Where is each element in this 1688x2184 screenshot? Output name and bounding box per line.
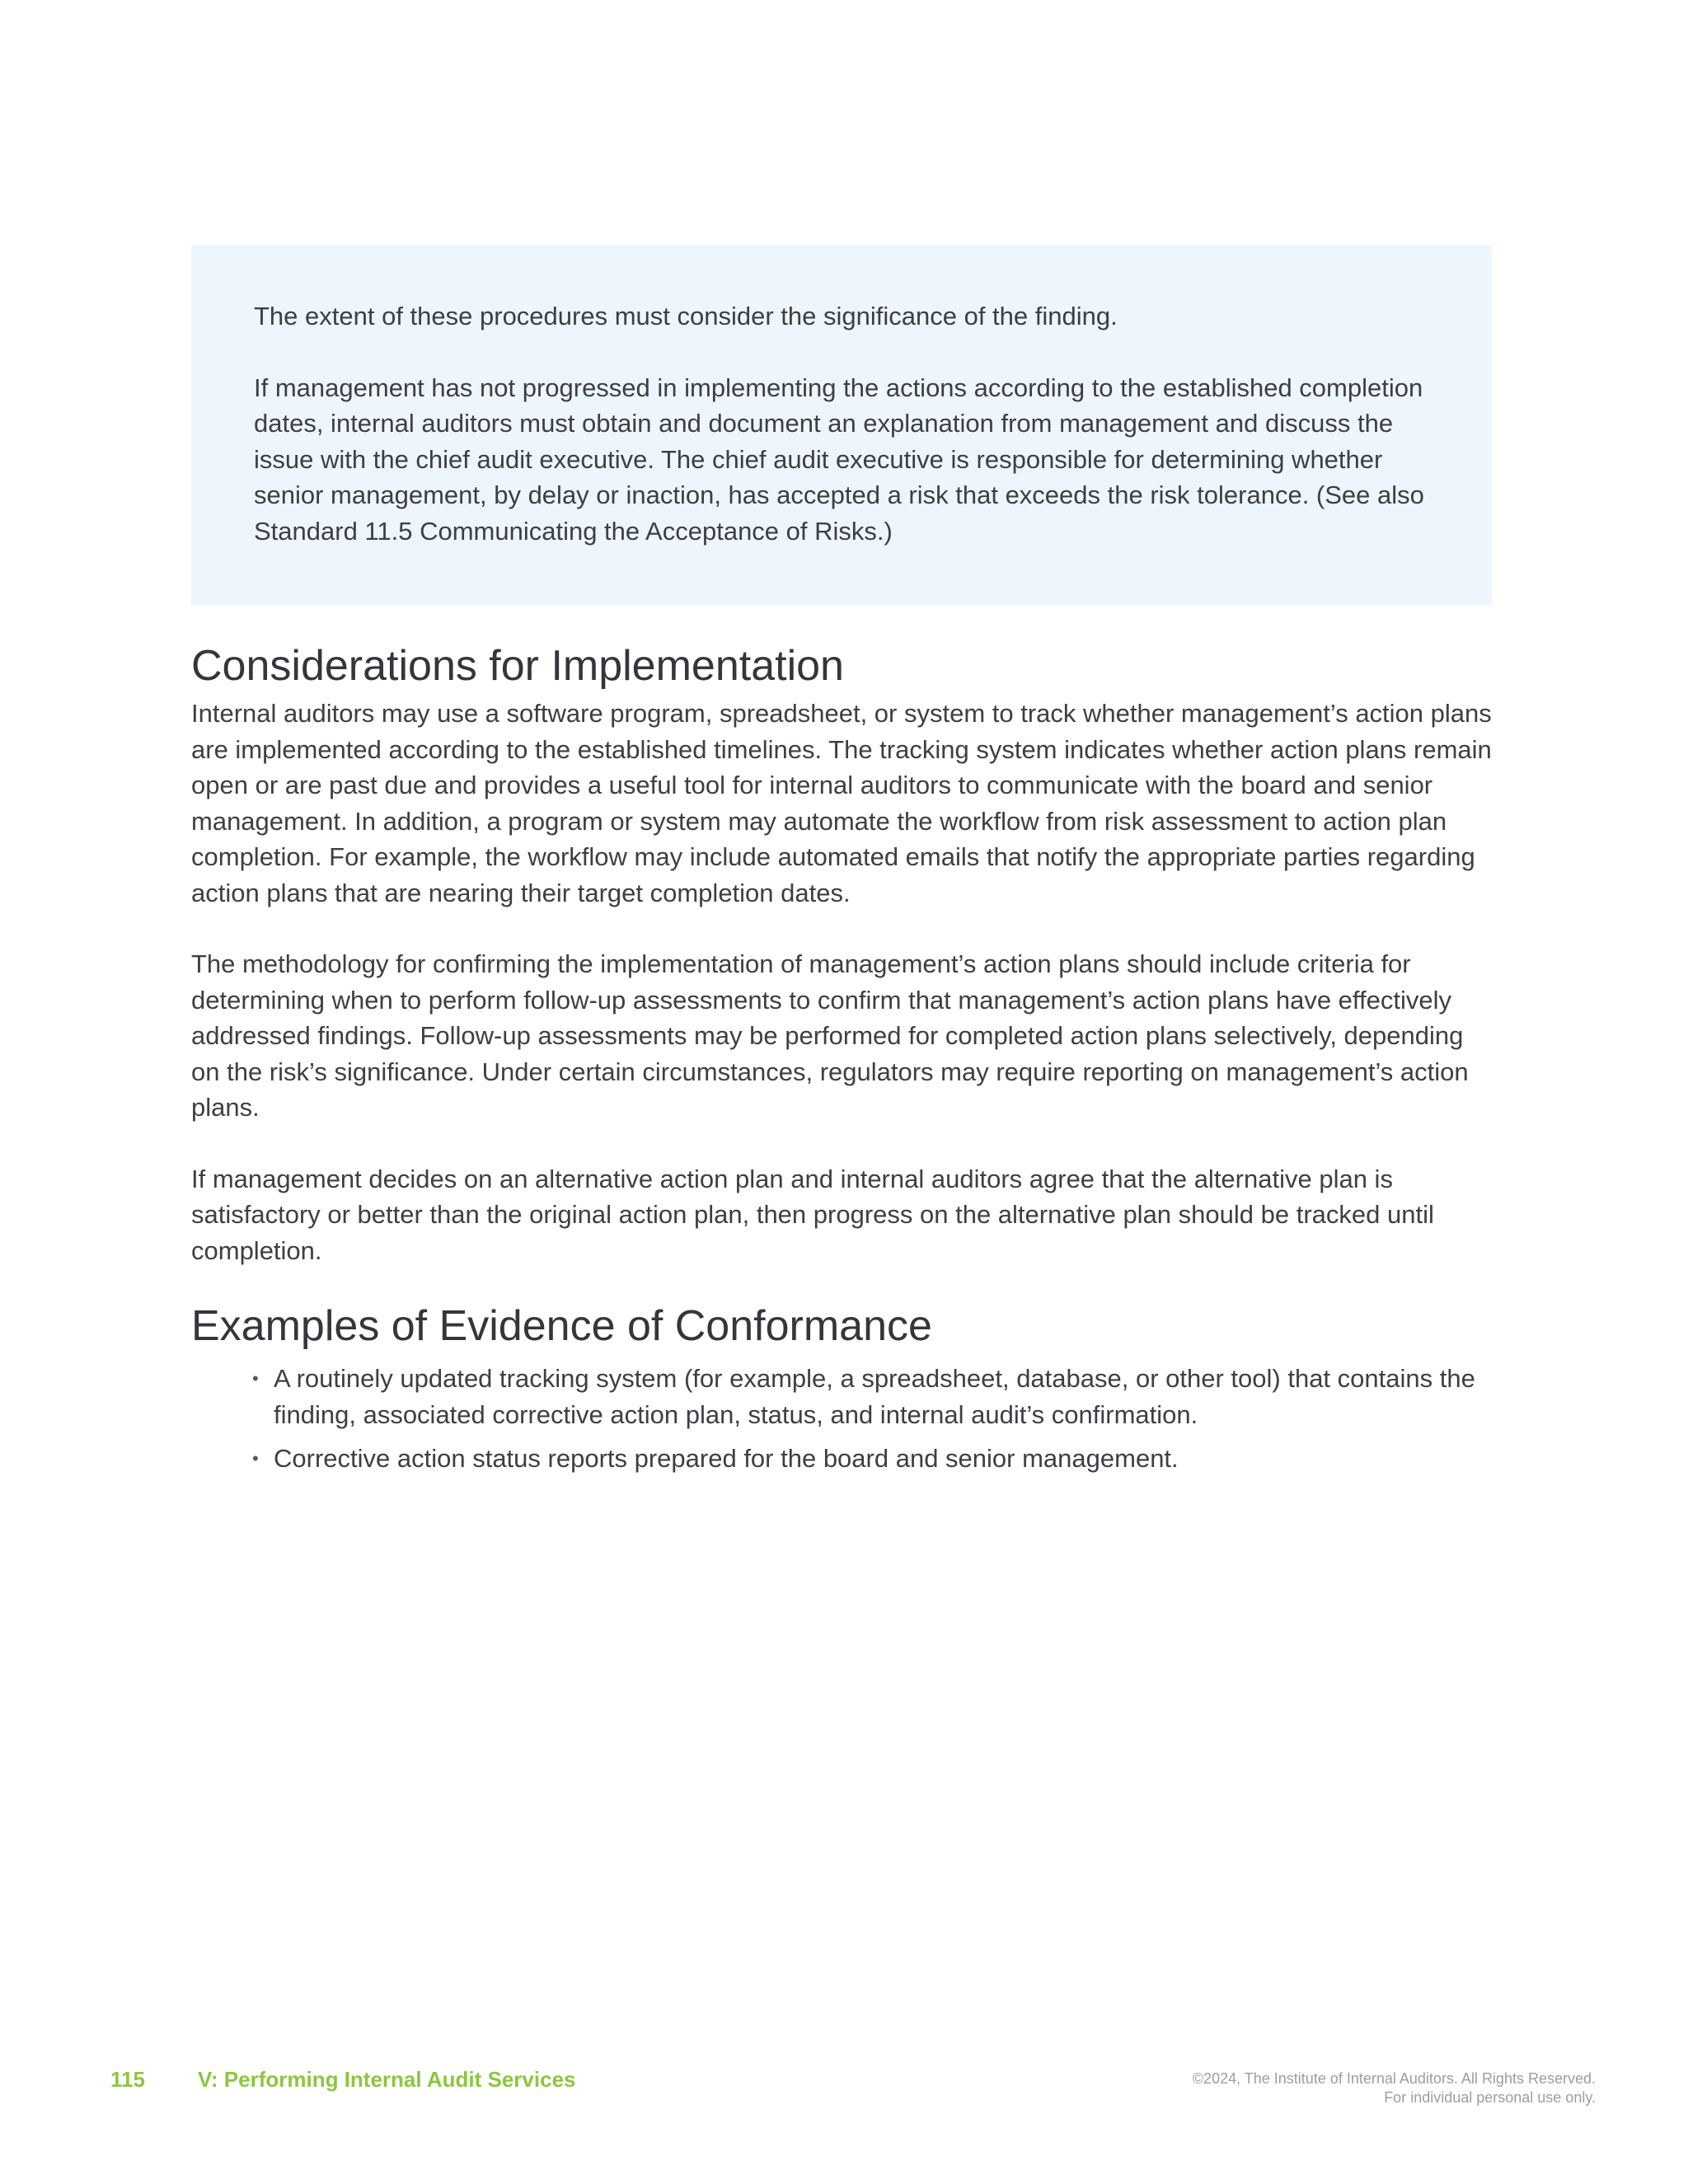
main-content: [191, 641, 1495, 1485]
callout-paragraph-1: The extent of these procedures must consider the significance of the finding.: [254, 302, 1118, 330]
footer-copyright: [1193, 2069, 1596, 2107]
usage-line: For individual personal use only.: [1384, 2089, 1596, 2106]
considerations-paragraph-2: The methodology for confirming the implementation of management’s action plans should include criteria for determining when to perform follow-up assessments to confirm that management’s action plans have effectively addressed findings. Follow-up assessments may be performed for completed action plans selectively, depending on the risk’s significance. Under certain circumstances, regulators may require reporting on management’s action plans.: [191, 949, 1469, 1122]
list-item: [252, 1361, 1495, 1432]
considerations-paragraph-3: If management decides on an alternative action plan and internal auditors agree that the alternative plan is satisfactory or better than the original action plan, then progress on the alternative plan should be tracked until completion.: [191, 1164, 1434, 1265]
evidence-item-text: Corrective action status reports prepared for the board and senior management.: [274, 1444, 1179, 1473]
evidence-heading: Examples of Evidence of Conformance: [191, 1302, 932, 1350]
considerations-paragraph-1: Internal auditors may use a software program, spreadsheet, or system to track whether management’s action plans are implemented according to the established timelines. The tracking system indicates whether action plans remain open or are past due and provides a useful tool for internal auditors to communicate with the board and senior management. In addition, a program or system may automate the workflow from risk assessment to action plan completion. For example, the workflow may include automated emails that notify the appropriate parties regarding action plans that are nearing their target completion dates.: [191, 699, 1492, 907]
evidence-item-text: A routinely updated tracking system (for example, a spreadsheet, database, or other tool) that contains the finding, associated corrective action plan, status, and internal audit’s confirmation.: [274, 1364, 1475, 1429]
callout-paragraph-2: If management has not progressed in implementing the actions according to the established completion dates, internal auditors must obtain and document an explanation from management and discuss the issue with the chief audit executive. The chief audit executive is responsible for determining whether senior management, by delay or inaction, has accepted a risk that exceeds the risk tolerance. (See also Standard 11.5 Communicating the Acceptance of Risks.): [254, 373, 1424, 546]
bullet-icon: •: [252, 1448, 259, 1469]
standard-callout-box: [191, 246, 1492, 605]
list-item: [252, 1441, 1495, 1477]
evidence-list: [191, 1361, 1495, 1477]
page-number: 115: [110, 2067, 145, 2092]
considerations-heading: Considerations for Implementation: [191, 642, 844, 690]
copyright-line: ©2024, The Institute of Internal Auditors. All Rights Reserved.: [1192, 2070, 1596, 2087]
bullet-icon: •: [252, 1368, 259, 1389]
footer-section-title: V: Performing Internal Audit Services: [198, 2067, 576, 2092]
